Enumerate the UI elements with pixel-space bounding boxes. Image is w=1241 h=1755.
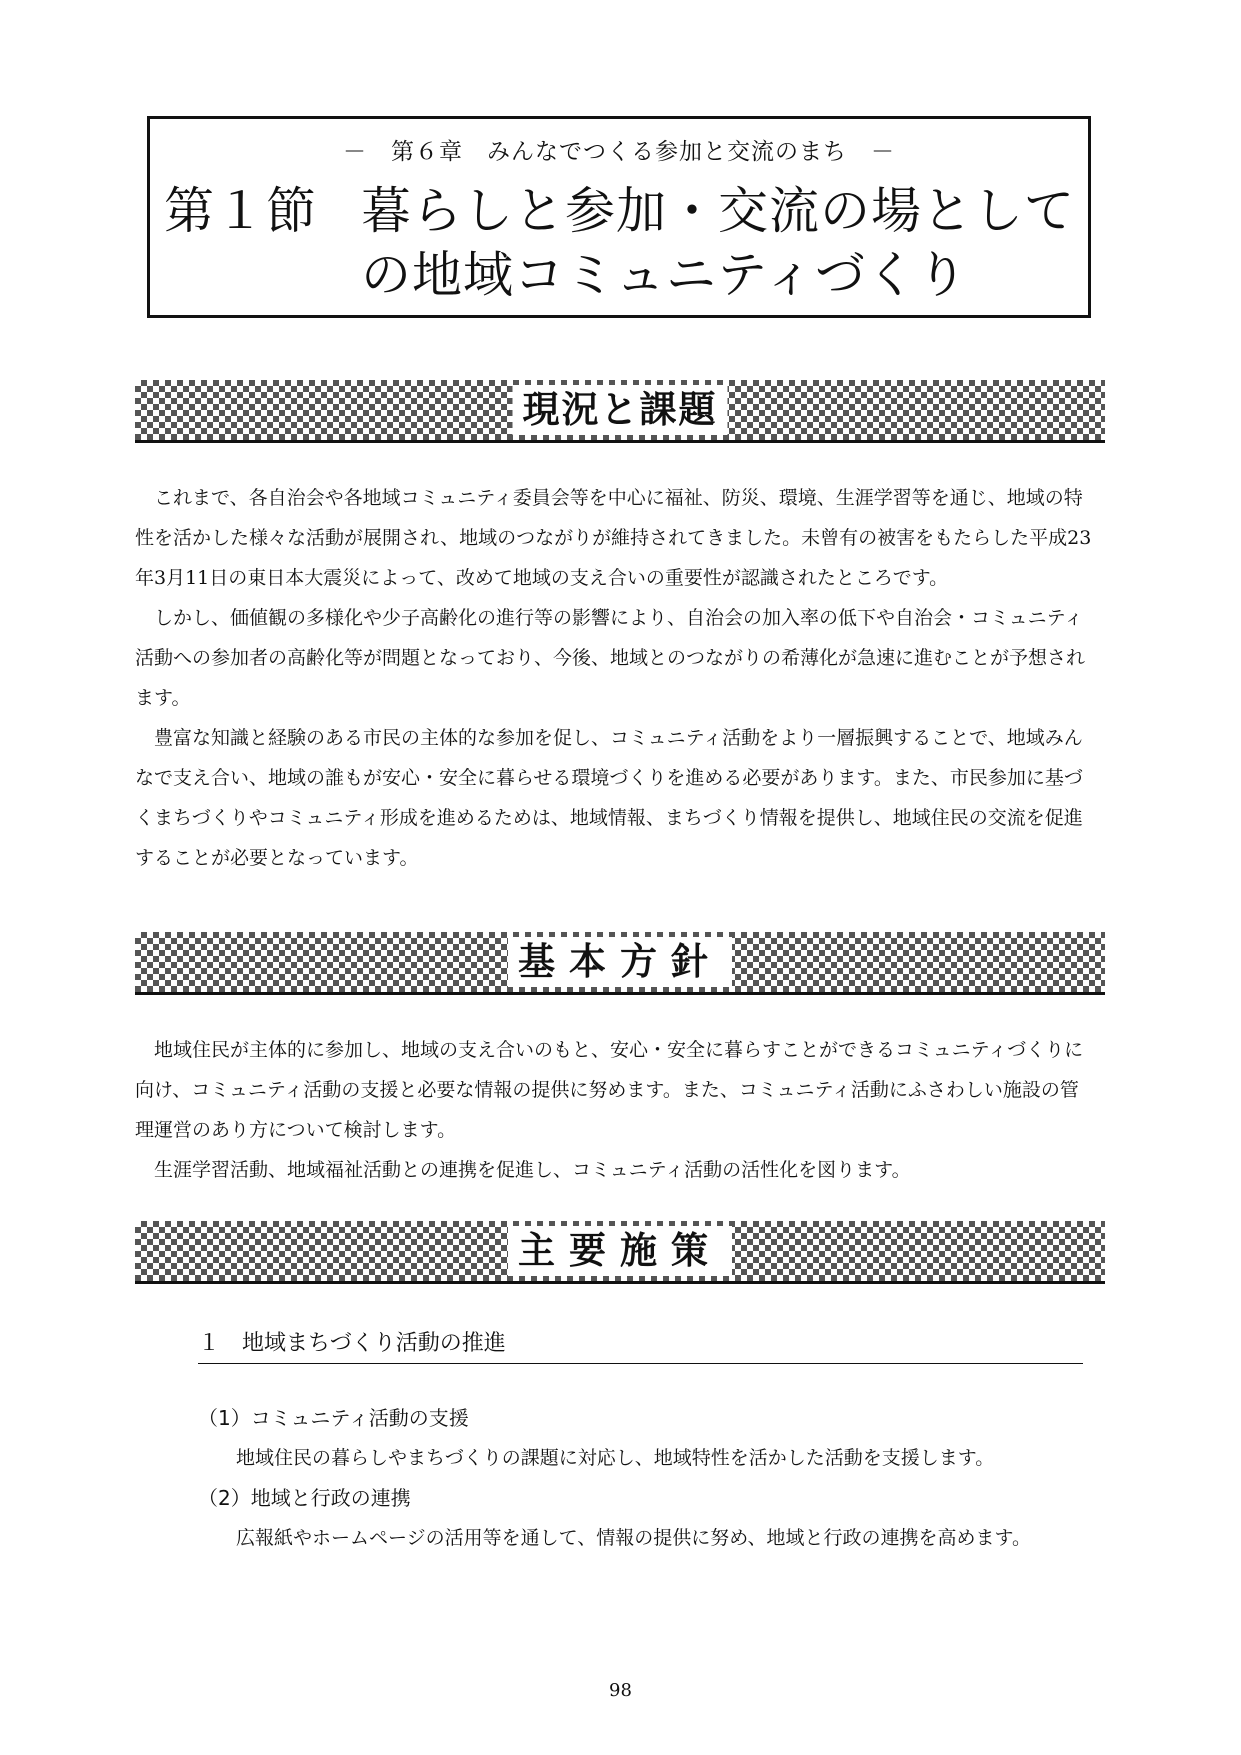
subitem-text: 広報紙やホームページの活用等を通して、情報の提供に努め、地域と行政の連携を高めます。 [236, 1527, 1031, 1549]
section-title-line1: 暮らしと参加・交流の場として [361, 182, 1075, 240]
chapter-title-box [147, 116, 1091, 318]
measure-item-title: １ 地域まちづくり活動の推進 [198, 1326, 1083, 1364]
current-issues-body [135, 478, 1095, 878]
section-title-line2: の地域コミュニティづくり [361, 246, 968, 304]
paragraph: 地域住民が主体的に参加し、地域の支え合いのもと、安心・安全に暮らすことができるコミュニティづくりに向け、コミュニティ活動の支援と必要な情報の提供に努めます。また、コミュニティ活動にふさわしい施設の管理運営のあり方について検討します。 [135, 1039, 1084, 1141]
current-issues-header [135, 380, 1105, 443]
subitem-title: （2）地域と行政の連携 [198, 1486, 411, 1510]
paragraph: これまで、各自治会や各地域コミュニティ委員会等を中心に福祉、防災、環境、生涯学習等を通じ、地域の特性を活かした様々な活動が展開され、地域のつながりが維持されてきました。未曾有の被害をもたらした平成23年3月11日の東日本大震災によって、改めて地域の支え合いの重要性が認識されたところです。 [135, 487, 1092, 589]
paragraph: しかし、価値観の多様化や少子高齢化の進行等の影響により、自治会の加入率の低下や自治会・コミュニティ活動への参加者の高齢化等が問題となっており、今後、地域とのつながりの希薄化が急速に進むことが予想されます。 [135, 607, 1086, 709]
subitem-title: （1）コミュニティ活動の支援 [198, 1406, 469, 1430]
basic-policy-heading: 基本方針 [508, 937, 732, 987]
paragraph: 生涯学習活動、地域福祉活動との連携を促進し、コミュニティ活動の活性化を図ります。 [154, 1159, 911, 1181]
basic-policy-header [135, 932, 1105, 995]
basic-policy-body [135, 1030, 1095, 1190]
main-measures-header [135, 1221, 1105, 1284]
main-measures-heading: 主要施策 [508, 1226, 732, 1276]
section-number: 第１節 [164, 182, 317, 240]
subitem-text: 地域住民の暮らしやまちづくりの課題に対応し、地域特性を活かした活動を支援します。 [236, 1447, 995, 1469]
chapter-label: － 第６章 みんなでつくる参加と交流のまち － [343, 139, 895, 165]
paragraph: 豊富な知識と経験のある市民の主体的な参加を促し、コミュニティ活動をより一層振興することで、地域みんなで支え合い、地域の誰もが安心・安全に暮らせる環境づくりを進める必要があります。また、市民参加に基づくまちづくりやコミュニティ形成を進めるためは、地域情報、まちづくり情報を提供し、地域住民の交流を促進することが必要となっています。 [135, 727, 1083, 869]
current-issues-heading: 現況と課題 [513, 385, 728, 435]
section-title [164, 179, 1075, 307]
page-number: 98 [609, 1680, 632, 1701]
